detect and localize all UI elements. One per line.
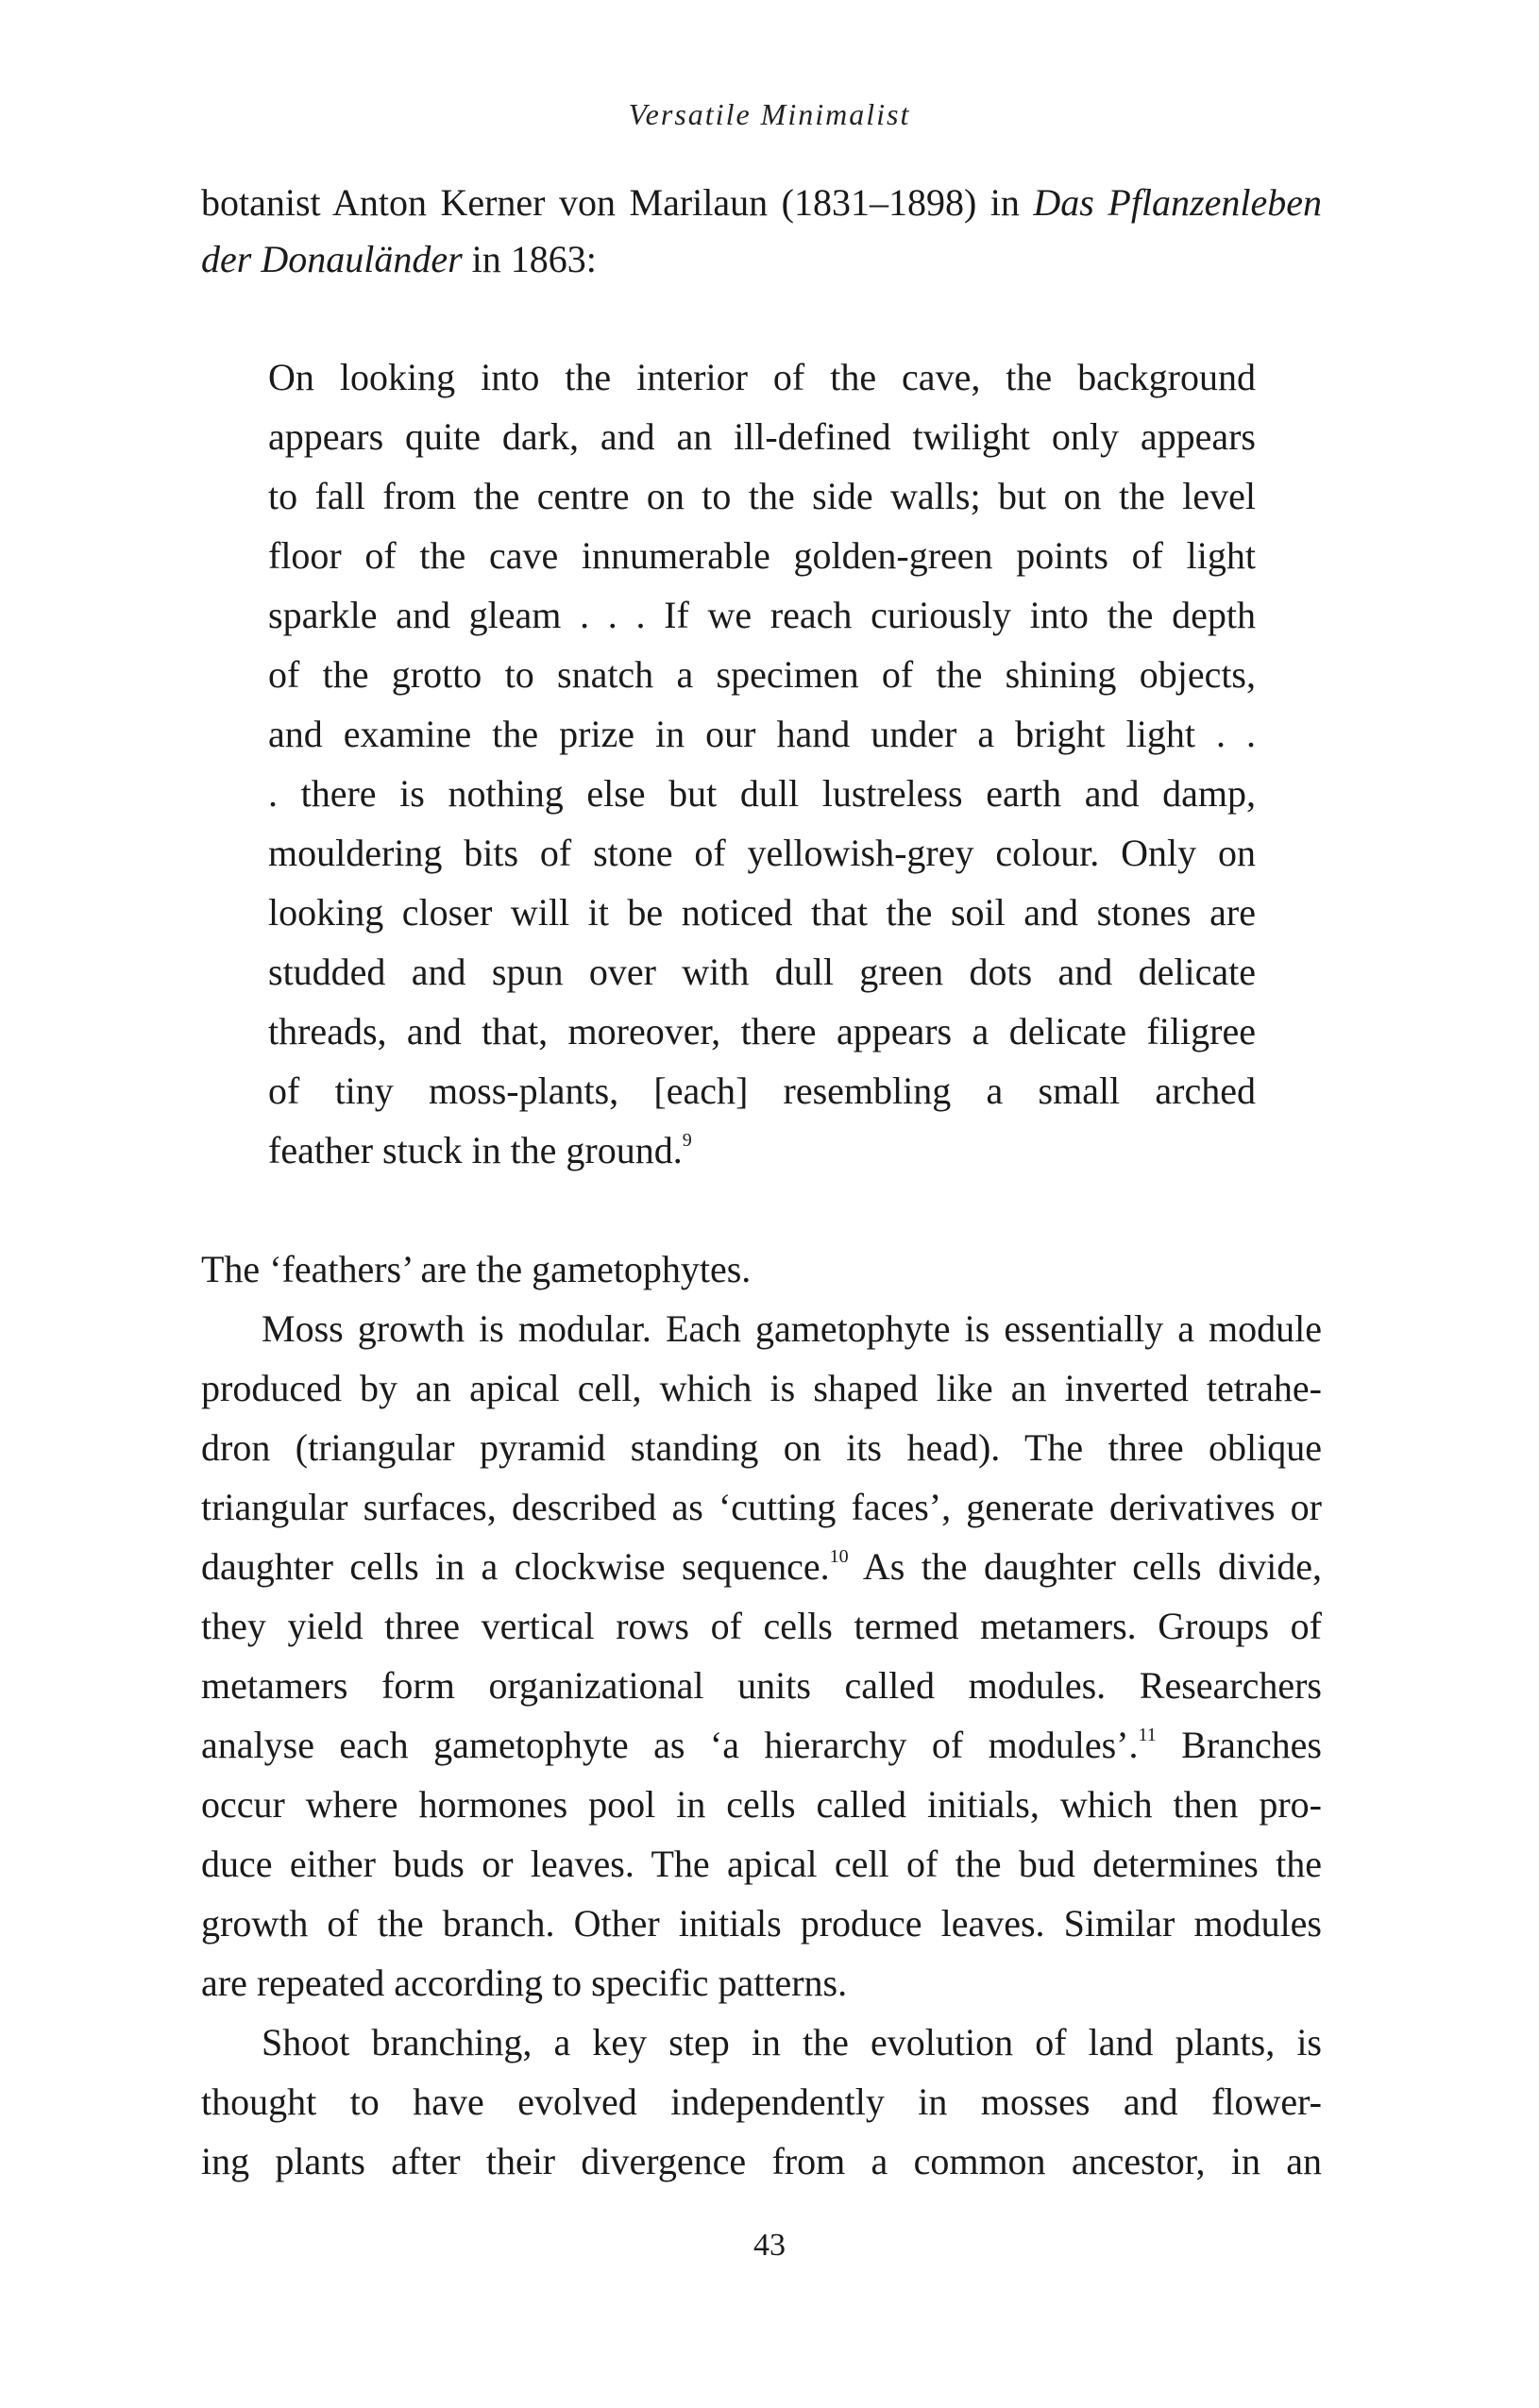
body-line: Moss growth is modular. Each gametophyte is essentially a module bbox=[262, 1307, 1322, 1350]
intro-line bbox=[201, 179, 1322, 227]
quote-line: mouldering bits of stone of yellowish-grey colour. Only on bbox=[268, 832, 1256, 874]
footnote-ref[interactable]: 9 bbox=[682, 1130, 692, 1151]
intro-text: in 1863: bbox=[462, 238, 597, 280]
footnote-ref[interactable]: 10 bbox=[829, 1546, 849, 1567]
body-line: ing plants after their divergence from a common ancestor, in an bbox=[201, 2140, 1322, 2182]
body-line: are repeated according to specific patterns. bbox=[201, 1962, 848, 2004]
body-text: daughter cells in a clockwise sequence. bbox=[201, 1545, 830, 1588]
body-line: triangular surfaces, described as ‘cutting faces’, generate derivatives or bbox=[201, 1486, 1322, 1528]
body-line bbox=[201, 1543, 1322, 1591]
body-text: Branches bbox=[1156, 1724, 1322, 1766]
body-line: occur where hormones pool in cells called initials, which then pro- bbox=[201, 1783, 1322, 1826]
quote-line: appears quite dark, and an ill-defined twilight only appears bbox=[268, 415, 1256, 458]
book-title: der Donauländer bbox=[201, 238, 463, 280]
body-line: they yield three vertical rows of cells termed metamers. Groups of bbox=[201, 1605, 1322, 1647]
quote-line: sparkle and gleam . . . If we reach curiously into the depth bbox=[268, 594, 1256, 636]
quote-line: and examine the prize in our hand under a bright light . . bbox=[268, 713, 1256, 755]
intro-text: botanist Anton Kerner von Marilaun (1831–1898) in bbox=[201, 181, 1034, 224]
quote-line: of the grotto to snatch a specimen of the shining objects, bbox=[268, 653, 1256, 696]
quote-line: looking closer will it be noticed that the soil and stones are bbox=[268, 891, 1256, 934]
quote-line: to fall from the centre on to the side walls; but on the level bbox=[268, 475, 1256, 517]
running-head: Versatile Minimalist bbox=[628, 97, 911, 131]
body-line: duce either buds or leaves. The apical cell of the bud determines the bbox=[201, 1843, 1322, 1885]
body-text: As the daughter cells divide, bbox=[848, 1545, 1322, 1588]
body-line: dron (triangular pyramid standing on its head). The three oblique bbox=[201, 1426, 1322, 1469]
page-number: 43 bbox=[753, 2228, 786, 2263]
body-line: thought to have evolved independently in mosses and flower- bbox=[201, 2080, 1322, 2123]
body-line bbox=[201, 1722, 1322, 1769]
quote-line: threads, and that, moreover, there appears a delicate filigree bbox=[268, 1010, 1256, 1052]
body-line: Shoot branching, a key step in the evolution of land plants, is bbox=[262, 2021, 1322, 2063]
quote-line: . there is nothing else but dull lustreless earth and damp, bbox=[268, 772, 1256, 815]
quote-line: On looking into the interior of the cave, the background bbox=[268, 356, 1256, 398]
paragraph: The ‘feathers’ are the gametophytes. bbox=[201, 1248, 752, 1290]
body-line: growth of the branch. Other initials produce leaves. Similar modules bbox=[201, 1902, 1322, 1945]
quote-text: feather stuck in the ground. bbox=[268, 1129, 683, 1171]
quote-line: of tiny moss-plants, [each] resembling a small arched bbox=[268, 1069, 1256, 1112]
footnote-ref[interactable]: 11 bbox=[1138, 1725, 1157, 1745]
book-title: Das Pflanzenleben bbox=[1033, 181, 1322, 224]
quote-line: studded and spun over with dull green dots and delicate bbox=[268, 951, 1256, 993]
body-line: metamers form organizational units called modules. Researchers bbox=[201, 1664, 1322, 1707]
intro-line bbox=[201, 236, 1322, 283]
body-line: produced by an apical cell, which is shaped like an inverted tetrahe- bbox=[201, 1367, 1322, 1409]
body-text: analyse each gametophyte as ‘a hierarchy of modules’. bbox=[201, 1724, 1139, 1766]
quote-line: floor of the cave innumerable golden-green points of light bbox=[268, 534, 1256, 577]
quote-line bbox=[268, 1127, 1256, 1174]
